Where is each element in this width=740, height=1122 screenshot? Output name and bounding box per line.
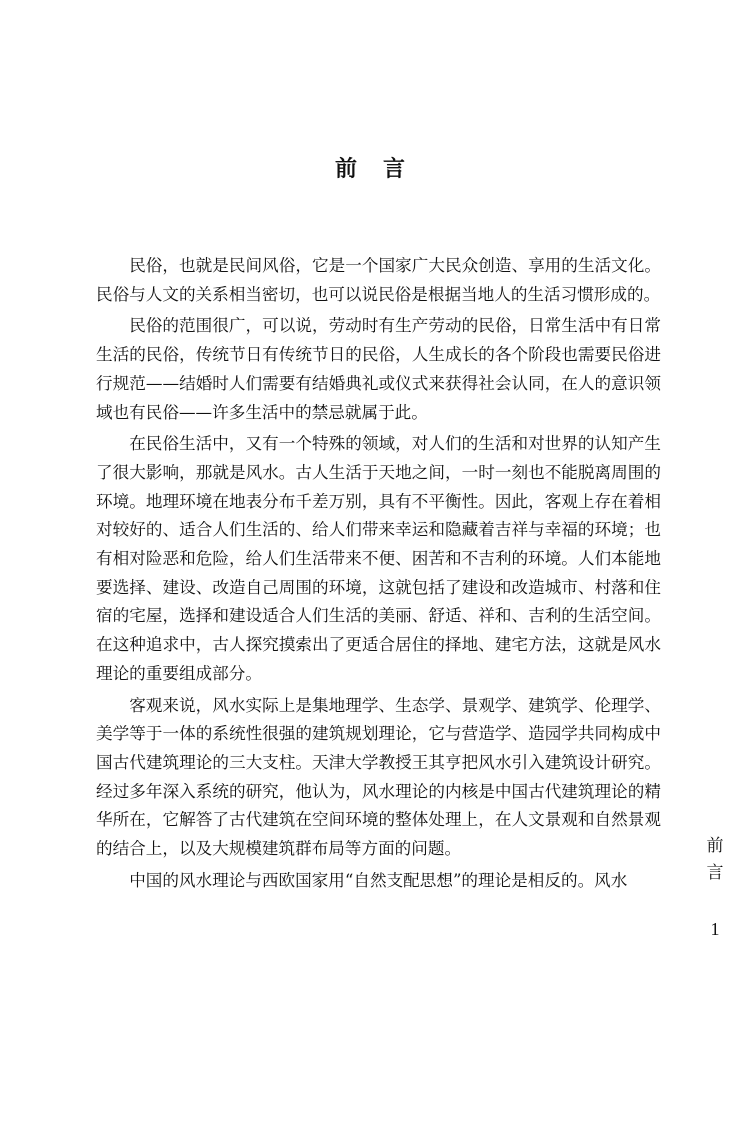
paragraph-2: 民俗的范围很广，可以说，劳动时有生产劳动的民俗，日常生活中有日常生活的民俗，传统节日有传统节日的民俗，人生成长的各个阶段也需要民俗进行规范——结婚时人们需要有结婚典礼或仪式来获得社会认同，在人的意识领域也有民俗——许多生活中的禁忌就属于此。 [96,316,661,422]
paragraph-5: 中国的风水理论与西欧国家用“自然支配思想”的理论是相反的。风水 [129,870,628,890]
running-head-char-2: 言 [706,863,724,883]
paragraph-3: 在民俗生活中，又有一个特殊的领域，对人们的生活和对世界的认知产生了很大影响，那就是风水。古人生活于天地之间，一时一刻也不能脱离周围的环境。地理环境在地表分布千差万别，具有不平衡性。因此，客观上存在着相对较好的、适合人们生活的、给人们带来幸运和隐藏着吉祥与幸福的环境；也有相对险恶和危险，给人们生活带来不便、困苦和不吉利的环境。人们本能地要选择、建设、改造自己周围的环境，这就包括了建设和改造城市、村落和住宿的宅屋，选择和建设适合人们生活的美丽、舒适、祥和、吉利的生活空间。在这种追求中，古人探究摸索出了更适合居住的择地、建宅方法，这就是风水理论的重要组成部分。 [96,434,661,683]
page-title [0,152,740,183]
running-head-char-1: 前 [706,836,724,856]
title-char-1: 前 [334,157,357,182]
paragraph-1: 民俗，也就是民间风俗，它是一个国家广大民众创造、享用的生活文化。民俗与人文的关系相当密切，也可以说民俗是根据当地人的生活习惯形成的。 [96,256,661,304]
page-number: 1 [710,919,720,939]
title-char-2: 言 [383,157,406,182]
paragraph-4: 客观来说，风水实际上是集地理学、生态学、景观学、建筑学、伦理学、美学等于一体的系统性很强的建筑规划理论，它与营造学、造园学共同构成中国古代建筑理论的三大支柱。天津大学教授王其亨把风水引入建筑设计研究。经过多年深入系统的研究，他认为，风水理论的内核是中国古代建筑理论的精华所在，它解答了古代建筑在空间环境的整体处理上，在人文景观和自然景观的结合上，以及大规模建筑群布局等方面的问题。 [96,695,661,859]
body-text [96,252,661,898]
running-head [700,833,730,887]
